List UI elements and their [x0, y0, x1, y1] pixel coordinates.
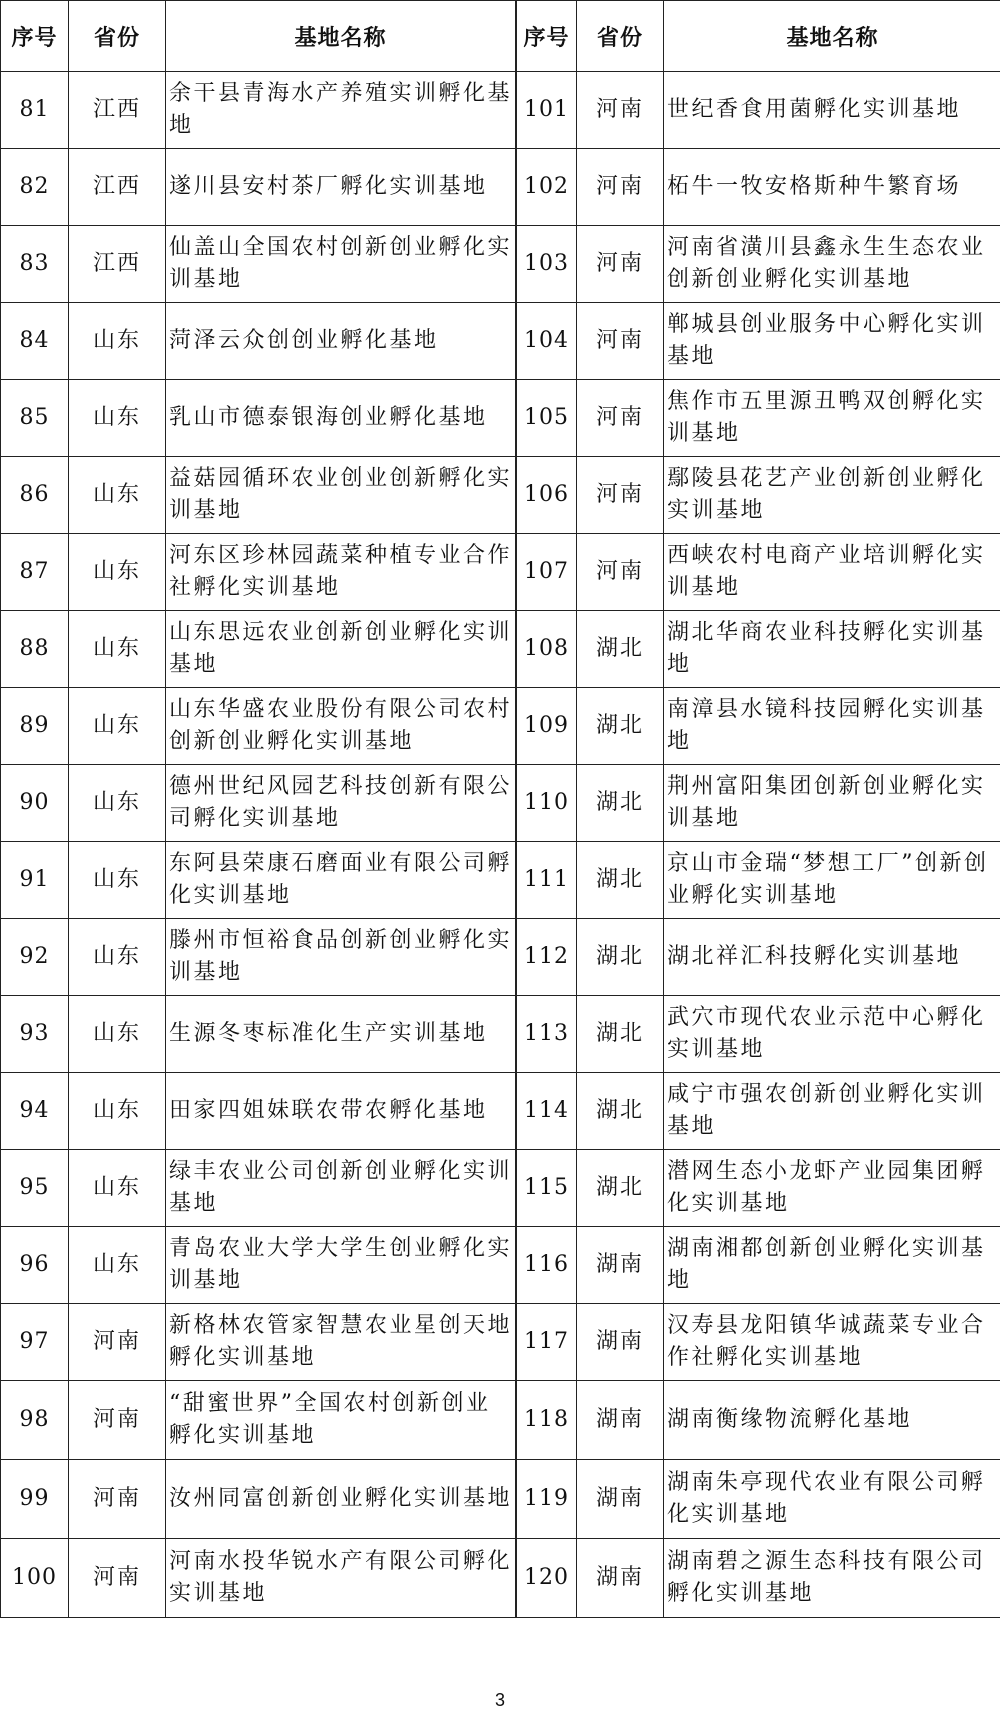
row-province: 河南	[577, 226, 664, 303]
row-base-name: 青岛农业大学大学生创业孵化实训基地	[166, 1227, 516, 1304]
row-number: 87	[1, 534, 69, 611]
table-row	[1, 457, 516, 534]
table-row	[517, 996, 1000, 1073]
row-province: 湖北	[577, 1073, 664, 1150]
table-row	[517, 765, 1000, 842]
table-row	[517, 149, 1000, 226]
row-number: 91	[1, 842, 69, 919]
row-province: 河南	[577, 72, 664, 149]
row-number: 95	[1, 1150, 69, 1227]
row-number: 100	[1, 1539, 69, 1618]
row-base-name: 菏泽云众创创业孵化基地	[166, 303, 516, 380]
row-province: 河南	[577, 534, 664, 611]
table-row	[1, 149, 516, 226]
table-row	[517, 1381, 1000, 1460]
row-number: 93	[1, 996, 69, 1073]
row-province: 山东	[69, 688, 166, 765]
row-province: 河南	[577, 380, 664, 457]
row-province: 河南	[69, 1460, 166, 1539]
row-province: 山东	[69, 996, 166, 1073]
row-base-name: 鄢陵县花艺产业创新创业孵化实训基地	[664, 457, 1000, 534]
row-base-name: 郸城县创业服务中心孵化实训基地	[664, 303, 1000, 380]
row-number: 112	[517, 919, 577, 996]
row-number: 92	[1, 919, 69, 996]
row-number: 116	[517, 1227, 577, 1304]
row-number: 82	[1, 149, 69, 226]
table-row	[517, 611, 1000, 688]
row-number: 111	[517, 842, 577, 919]
row-number: 113	[517, 996, 577, 1073]
row-province: 湖北	[577, 765, 664, 842]
row-number: 104	[517, 303, 577, 380]
table-row	[1, 765, 516, 842]
row-base-name: 湖南衡缘物流孵化基地	[664, 1381, 1000, 1460]
row-base-name: 潜网生态小龙虾产业园集团孵化实训基地	[664, 1150, 1000, 1227]
row-number: 85	[1, 380, 69, 457]
table-row	[517, 1073, 1000, 1150]
row-number: 120	[517, 1539, 577, 1618]
row-base-name: 仙盖山全国农村创新创业孵化实训基地	[166, 226, 516, 303]
row-province: 湖南	[577, 1381, 664, 1460]
row-province: 湖北	[577, 1150, 664, 1227]
row-province: 湖南	[577, 1460, 664, 1539]
row-base-name: 焦作市五里源丑鸭双创孵化实训基地	[664, 380, 1000, 457]
row-number: 102	[517, 149, 577, 226]
row-base-name: 湖南朱亭现代农业有限公司孵化实训基地	[664, 1460, 1000, 1539]
table-row	[1, 1539, 516, 1618]
row-number: 98	[1, 1381, 69, 1460]
row-province: 湖南	[577, 1539, 664, 1618]
table-row	[1, 226, 516, 303]
row-base-name: 咸宁市强农创新创业孵化实训基地	[664, 1073, 1000, 1150]
table-row	[517, 919, 1000, 996]
row-province: 山东	[69, 842, 166, 919]
row-base-name: “甜蜜世界”全国农村创新创业孵化实训基地	[166, 1381, 516, 1460]
row-province: 山东	[69, 534, 166, 611]
row-base-name: 湖南湘都创新创业孵化实训基地	[664, 1227, 1000, 1304]
row-province: 江西	[69, 149, 166, 226]
row-base-name: 武穴市现代农业示范中心孵化实训基地	[664, 996, 1000, 1073]
row-province: 湖北	[577, 842, 664, 919]
row-number: 109	[517, 688, 577, 765]
row-base-name: 田家四姐妹联农带农孵化基地	[166, 1073, 516, 1150]
row-province: 河南	[69, 1381, 166, 1460]
row-base-name: 绿丰农业公司创新创业孵化实训基地	[166, 1150, 516, 1227]
table-row	[517, 842, 1000, 919]
row-number: 115	[517, 1150, 577, 1227]
page-number: 3	[494, 1690, 505, 1710]
row-number: 107	[517, 534, 577, 611]
table-right-body	[517, 72, 1000, 1618]
row-base-name: 山东华盛农业股份有限公司农村创新创业孵化实训基地	[166, 688, 516, 765]
row-number: 86	[1, 457, 69, 534]
table-row	[517, 1227, 1000, 1304]
table-row	[517, 226, 1000, 303]
table-row	[517, 457, 1000, 534]
row-province: 江西	[69, 72, 166, 149]
header-name: 基地名称	[664, 1, 1000, 72]
row-base-name: 滕州市恒裕食品创新创业孵化实训基地	[166, 919, 516, 996]
table-row	[517, 303, 1000, 380]
row-number: 94	[1, 1073, 69, 1150]
row-province: 山东	[69, 919, 166, 996]
row-province: 河南	[69, 1539, 166, 1618]
table-row	[517, 380, 1000, 457]
table-row	[1, 303, 516, 380]
row-number: 117	[517, 1304, 577, 1381]
header-province: 省份	[577, 1, 664, 72]
table-row	[1, 688, 516, 765]
row-number: 90	[1, 765, 69, 842]
table-row	[1, 1304, 516, 1381]
row-base-name: 汝州同富创新创业孵化实训基地	[166, 1460, 516, 1539]
row-number: 118	[517, 1381, 577, 1460]
row-number: 110	[517, 765, 577, 842]
table-left-half	[0, 0, 516, 1618]
table-row	[1, 1460, 516, 1539]
table-row	[1, 842, 516, 919]
row-base-name: 新格林农管家智慧农业星创天地孵化实训基地	[166, 1304, 516, 1381]
row-province: 河南	[577, 149, 664, 226]
row-province: 山东	[69, 1227, 166, 1304]
row-base-name: 山东思远农业创新创业孵化实训基地	[166, 611, 516, 688]
row-base-name: 遂川县安村茶厂孵化实训基地	[166, 149, 516, 226]
row-province: 山东	[69, 457, 166, 534]
table-right-half	[516, 0, 1000, 1618]
table-left-body	[1, 72, 516, 1618]
header-province: 省份	[69, 1, 166, 72]
row-number: 105	[517, 380, 577, 457]
row-base-name: 益菇园循环农业创业创新孵化实训基地	[166, 457, 516, 534]
header-name: 基地名称	[166, 1, 516, 72]
table-row	[1, 1381, 516, 1460]
row-number: 97	[1, 1304, 69, 1381]
row-base-name: 西峡农村电商产业培训孵化实训基地	[664, 534, 1000, 611]
row-province: 山东	[69, 380, 166, 457]
row-province: 湖北	[577, 688, 664, 765]
row-province: 河南	[577, 303, 664, 380]
row-number: 103	[517, 226, 577, 303]
row-number: 114	[517, 1073, 577, 1150]
row-province: 湖北	[577, 996, 664, 1073]
row-province: 河南	[69, 1304, 166, 1381]
row-province: 河南	[577, 457, 664, 534]
table-row	[517, 1150, 1000, 1227]
row-number: 84	[1, 303, 69, 380]
table-row	[1, 611, 516, 688]
row-number: 106	[517, 457, 577, 534]
table-row	[1, 996, 516, 1073]
table-row	[517, 688, 1000, 765]
row-base-name: 东阿县荣康石磨面业有限公司孵化实训基地	[166, 842, 516, 919]
row-number: 119	[517, 1460, 577, 1539]
row-base-name: 乳山市德泰银海创业孵化基地	[166, 380, 516, 457]
row-base-name: 湖北祥汇科技孵化实训基地	[664, 919, 1000, 996]
row-province: 山东	[69, 303, 166, 380]
row-number: 96	[1, 1227, 69, 1304]
row-number: 99	[1, 1460, 69, 1539]
row-base-name: 河南水投华锐水产有限公司孵化实训基地	[166, 1539, 516, 1618]
row-province: 江西	[69, 226, 166, 303]
row-base-name: 余干县青海水产养殖实训孵化基地	[166, 72, 516, 149]
row-number: 88	[1, 611, 69, 688]
row-base-name: 德州世纪风园艺科技创新有限公司孵化实训基地	[166, 765, 516, 842]
row-base-name: 柘牛一牧安格斯种牛繁育场	[664, 149, 1000, 226]
row-base-name: 荆州富阳集团创新创业孵化实训基地	[664, 765, 1000, 842]
table-row	[1, 1227, 516, 1304]
row-base-name: 湖南碧之源生态科技有限公司孵化实训基地	[664, 1539, 1000, 1618]
row-base-name: 河南省潢川县鑫永生生态农业创新创业孵化实训基地	[664, 226, 1000, 303]
table-row	[517, 1539, 1000, 1618]
header-num: 序号	[517, 1, 577, 72]
row-number: 101	[517, 72, 577, 149]
table-row	[1, 380, 516, 457]
row-province: 山东	[69, 611, 166, 688]
table-row	[1, 919, 516, 996]
header-row	[1, 1, 516, 72]
header-row	[517, 1, 1000, 72]
table-row	[517, 534, 1000, 611]
row-province: 湖南	[577, 1304, 664, 1381]
table-row	[517, 1460, 1000, 1539]
table-row	[517, 72, 1000, 149]
row-number: 89	[1, 688, 69, 765]
row-base-name: 汉寿县龙阳镇华诚蔬菜专业合作社孵化实训基地	[664, 1304, 1000, 1381]
table-row	[1, 1150, 516, 1227]
row-base-name: 生源冬枣标准化生产实训基地	[166, 996, 516, 1073]
row-province: 山东	[69, 765, 166, 842]
row-province: 山东	[69, 1073, 166, 1150]
row-province: 湖北	[577, 611, 664, 688]
row-number: 83	[1, 226, 69, 303]
row-province: 湖北	[577, 919, 664, 996]
row-base-name: 湖北华商农业科技孵化实训基地	[664, 611, 1000, 688]
row-province: 湖南	[577, 1227, 664, 1304]
table-row	[1, 1073, 516, 1150]
table-row	[1, 534, 516, 611]
row-number: 108	[517, 611, 577, 688]
row-base-name: 世纪香食用菌孵化实训基地	[664, 72, 1000, 149]
header-num: 序号	[1, 1, 69, 72]
row-province: 山东	[69, 1150, 166, 1227]
row-number: 81	[1, 72, 69, 149]
row-base-name: 南漳县水镜科技园孵化实训基地	[664, 688, 1000, 765]
table-row	[517, 1304, 1000, 1381]
table-row	[1, 72, 516, 149]
row-base-name: 河东区珍林园蔬菜种植专业合作社孵化实训基地	[166, 534, 516, 611]
row-base-name: 京山市金瑞“梦想工厂”创新创业孵化实训基地	[664, 842, 1000, 919]
